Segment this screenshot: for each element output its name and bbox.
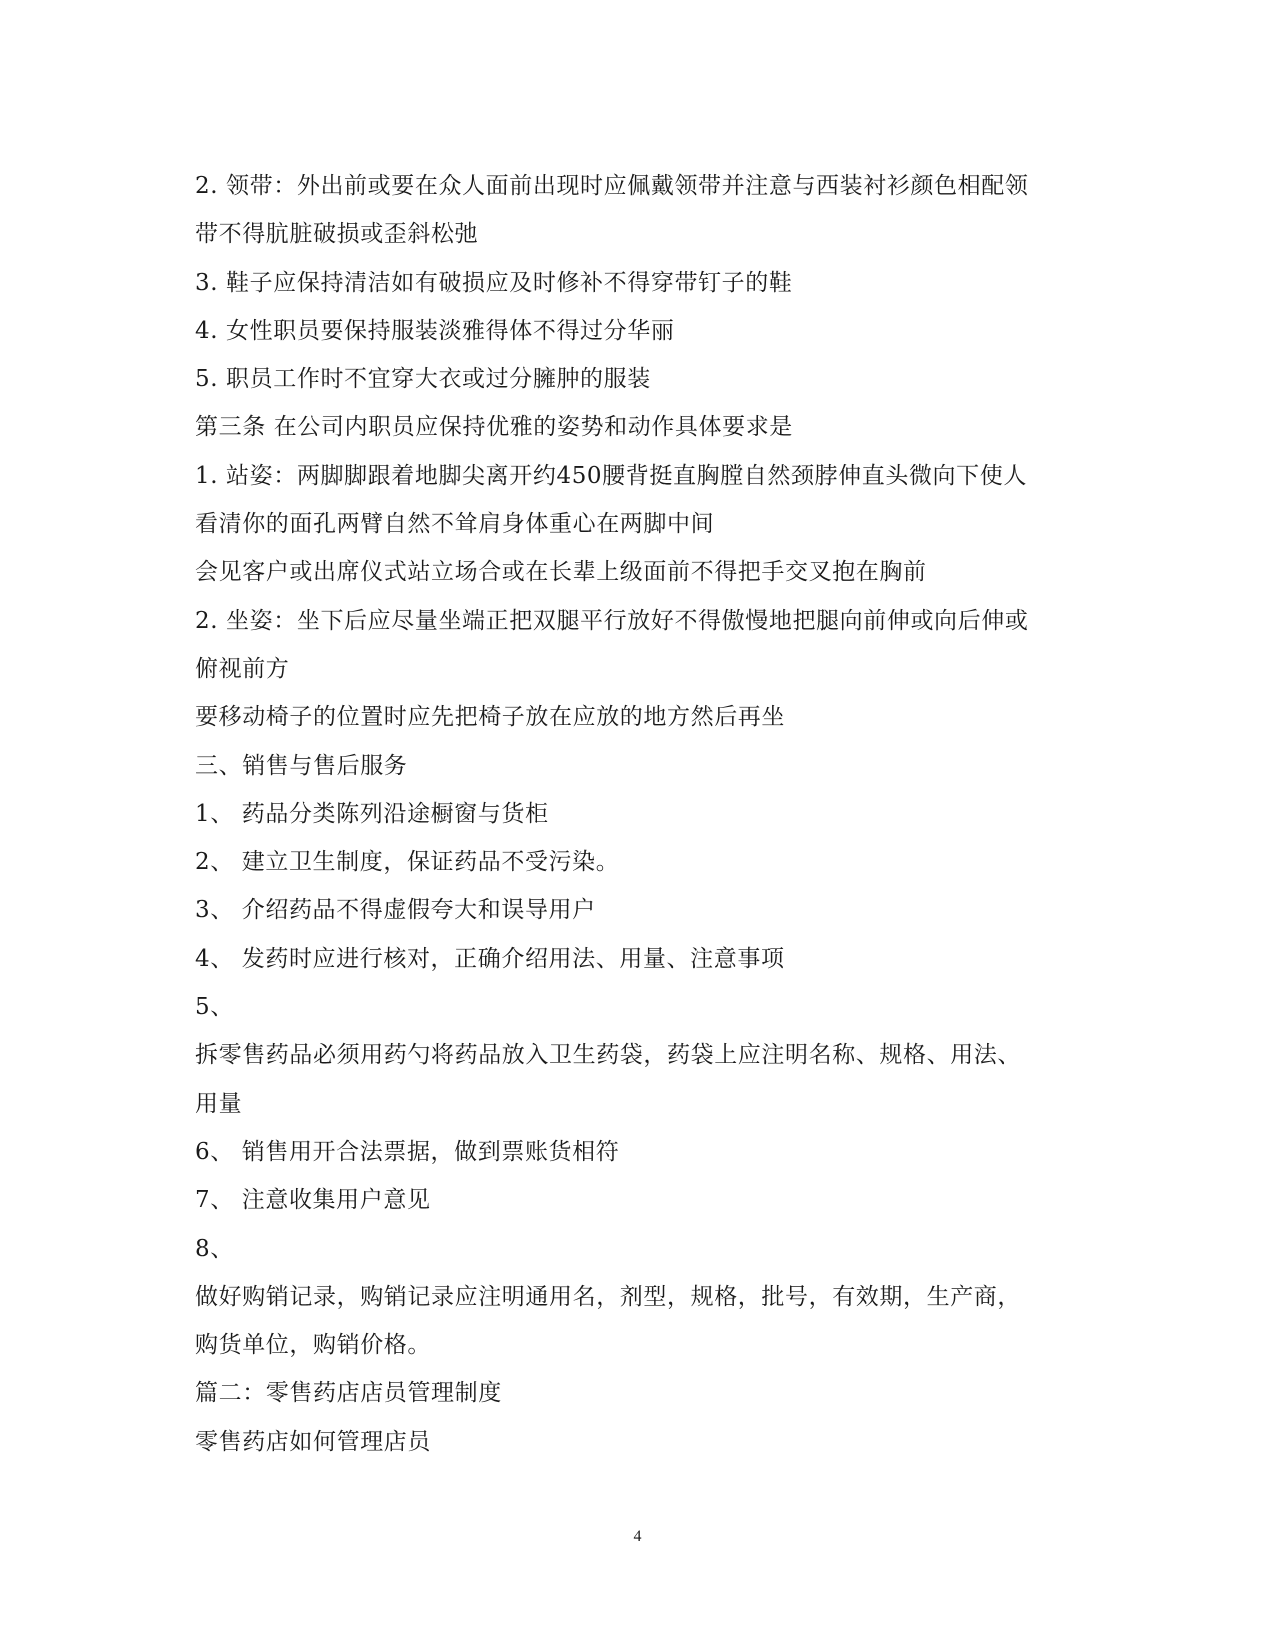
text-line: 看清你的面孔两臂自然不耸肩身体重心在两脚中间 — [195, 511, 715, 538]
section-heading: 篇二：零售药店店员管理制度 — [195, 1380, 502, 1407]
text-line: 拆零售药品必须用药勺将药品放入卫生药袋，药袋上应注明名称、规格、用法、 — [195, 1042, 1021, 1069]
text-line: 要移动椅子的位置时应先把椅子放在应放的地方然后再坐 — [195, 704, 785, 731]
text-line: 2. 领带：外出前或要在众人面前出现时应佩戴领带并注意与西装衬衫颜色相配领 — [195, 173, 1029, 199]
text-line: 带不得肮脏破损或歪斜松弛 — [195, 221, 479, 248]
text-line: 4. 女性职员要保持服装淡雅得体不得过分华丽 — [195, 317, 675, 344]
list-item: 2、 建立卫生制度，保证药品不受污染。 — [195, 849, 620, 876]
text-line: 用量 — [195, 1090, 243, 1117]
list-item: 6、 销售用开合法票据，做到票账货相符 — [195, 1138, 620, 1165]
list-item: 8、 — [195, 1235, 234, 1262]
list-item: 4、 发药时应进行核对，正确介绍用法、用量、注意事项 — [195, 945, 785, 972]
text-line: 3. 鞋子应保持清洁如有破损应及时修补不得穿带钉子的鞋 — [195, 269, 793, 296]
text-line: 会见客户或出席仪式站立场合或在长辈上级面前不得把手交叉抱在胸前 — [195, 559, 927, 586]
text-line: 2. 坐姿：坐下后应尽量坐端正把双腿平行放好不得傲慢地把腿向前伸或向后伸或 — [195, 607, 1029, 634]
list-item: 3、 介绍药品不得虚假夸大和误导用户 — [195, 897, 596, 924]
text-line: 购货单位，购销价格。 — [195, 1332, 431, 1359]
text-line: 零售药店如何管理店员 — [195, 1428, 431, 1455]
list-item: 1、 药品分类陈列沿途橱窗与货柜 — [195, 800, 549, 827]
section-heading: 第三条 在公司内职员应保持优雅的姿势和动作具体要求是 — [195, 414, 793, 441]
text-line: 俯视前方 — [195, 655, 290, 682]
list-item: 5、 — [195, 994, 234, 1021]
text-line: 做好购销记录，购销记录应注明通用名，剂型，规格，批号，有效期，生产商， — [195, 1283, 1021, 1310]
list-item: 7、 注意收集用户意见 — [195, 1187, 431, 1214]
section-heading: 三、销售与售后服务 — [195, 752, 408, 779]
document-body — [195, 162, 1095, 1466]
text-line: 5. 职员工作时不宜穿大衣或过分臃肿的服装 — [195, 366, 651, 393]
text-line: 1. 站姿：两脚脚跟着地脚尖离开约450腰背挺直胸膛自然颈脖伸直头微向下使人 — [195, 462, 1027, 489]
page-number: 4 — [633, 1528, 642, 1545]
